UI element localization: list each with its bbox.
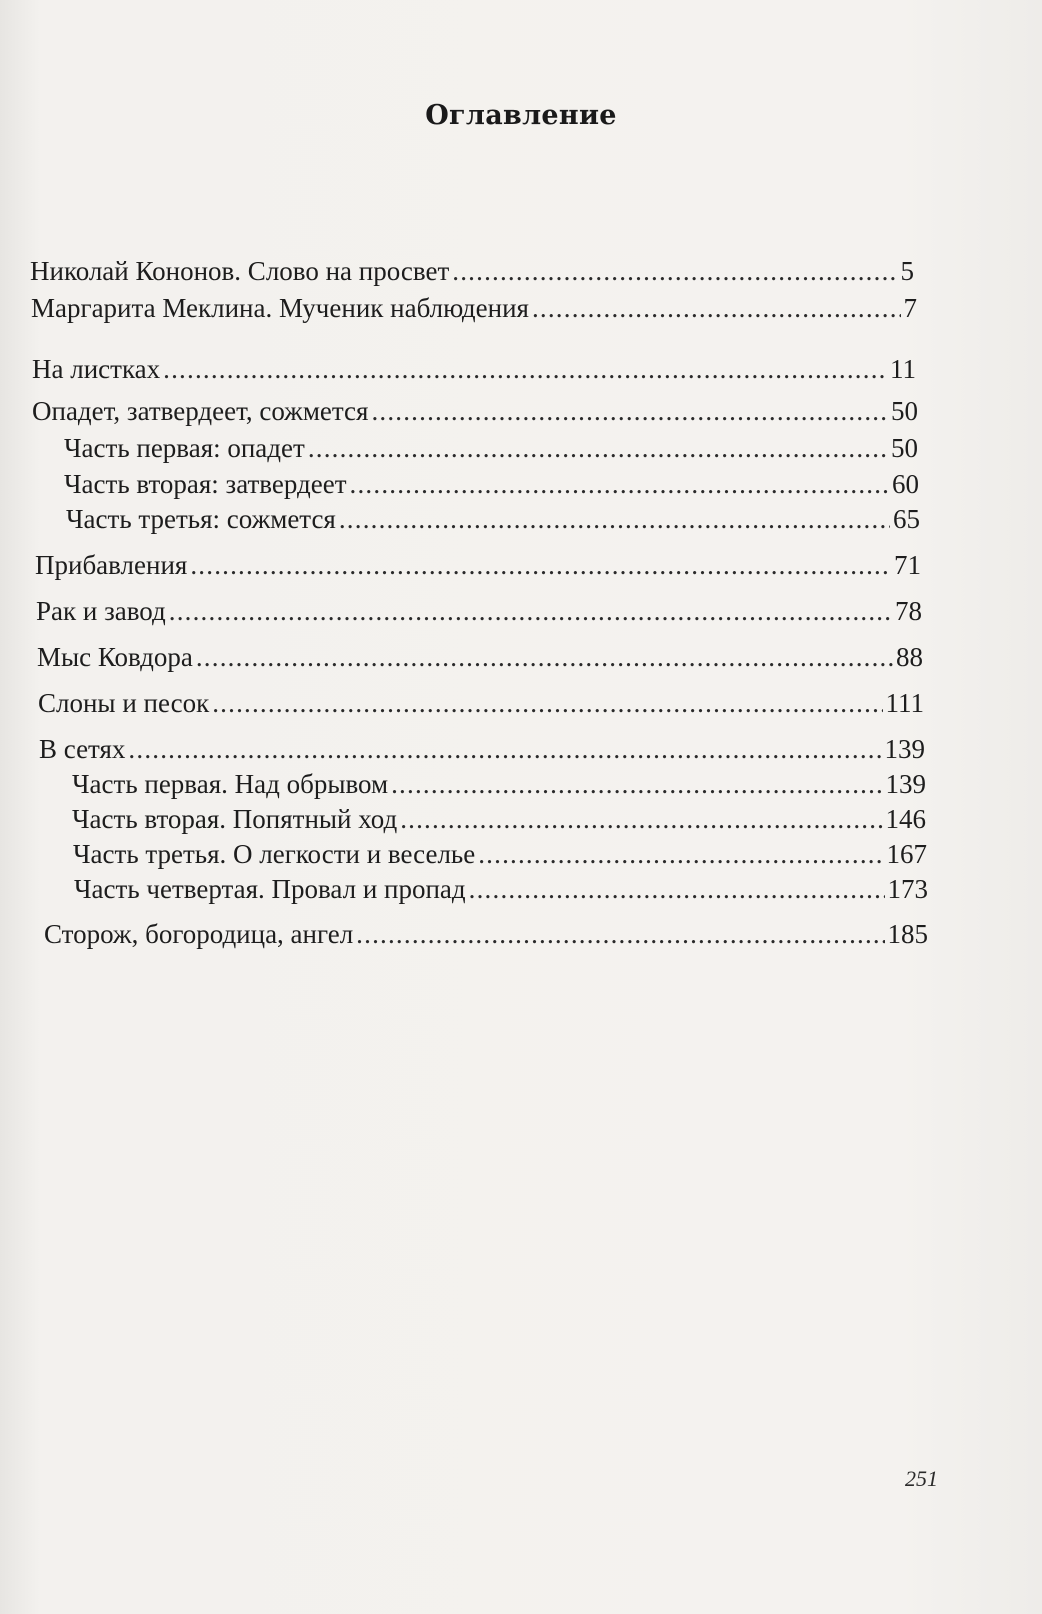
toc-entry[interactable] <box>38 687 924 719</box>
toc-leader <box>163 353 887 385</box>
toc-leader <box>469 873 885 905</box>
toc-entry-page: 11 <box>890 354 916 384</box>
toc-leader <box>391 768 882 800</box>
toc-entry[interactable] <box>72 803 926 835</box>
toc-entry[interactable] <box>30 255 914 287</box>
toc-leader <box>532 292 901 324</box>
toc-entry[interactable] <box>37 641 923 673</box>
toc-entry-label: Слоны и песок <box>38 688 210 718</box>
toc-entry-page: 78 <box>895 596 922 626</box>
toc-entry-page: 139 <box>885 769 926 799</box>
toc-entry-label: На листках <box>32 354 161 384</box>
toc-entry-label: Мыс Ковдора <box>37 642 193 672</box>
toc-entry-page: 7 <box>903 293 917 323</box>
toc-entry[interactable] <box>31 292 917 324</box>
toc-entry[interactable] <box>39 733 925 765</box>
toc-entry[interactable] <box>64 468 919 500</box>
toc-entry-label: Часть вторая: затвердеет <box>64 469 347 499</box>
toc-entry[interactable] <box>32 353 916 385</box>
toc-entry-label: Прибавления <box>35 550 188 580</box>
toc-entry-page: 60 <box>892 469 919 499</box>
toc-entry-label: Николай Кононов. Слово на просвет <box>30 256 450 286</box>
toc-leader <box>308 432 888 464</box>
toc-entry-label: В сетях <box>39 734 126 764</box>
toc-entry-page: 65 <box>893 504 920 534</box>
page-number: 251 <box>905 1466 938 1491</box>
toc-leader <box>196 641 893 673</box>
toc-entry-label: Рак и завод <box>36 596 166 626</box>
toc-leader <box>169 595 892 627</box>
toc-entry[interactable] <box>66 503 920 535</box>
toc-entry-page: 185 <box>887 919 928 949</box>
toc-entry[interactable] <box>35 549 921 581</box>
toc-leader <box>339 503 890 535</box>
toc-title: Оглавление <box>425 100 617 131</box>
toc-leader <box>356 918 884 950</box>
toc-leader <box>350 468 889 500</box>
toc-entry-page: 88 <box>896 642 923 672</box>
toc-entry-page: 173 <box>887 874 928 904</box>
toc-leader <box>128 733 881 765</box>
toc-entry-label: Маргарита Меклина. Мученик наблюдения <box>31 293 529 323</box>
toc-entry-page: 50 <box>891 396 918 426</box>
toc-entry-label: Опадет, затвердеет, сожмется <box>32 396 369 426</box>
toc-entry[interactable] <box>73 838 927 870</box>
toc-entry-label: Часть вторая. Попятный ход <box>72 804 398 834</box>
toc-entry[interactable] <box>32 395 918 427</box>
toc-entry-label: Часть четвертая. Провал и пропад <box>74 874 466 904</box>
toc-entry[interactable] <box>44 918 928 950</box>
toc-entry-page: 5 <box>900 256 914 286</box>
toc-entry[interactable] <box>74 873 928 905</box>
toc-leader <box>190 549 891 581</box>
toc-entry-page: 167 <box>886 839 927 869</box>
toc-entry[interactable] <box>72 768 926 800</box>
toc-entry-label: Сторож, богородица, ангел <box>44 919 354 949</box>
toc-entry-page: 71 <box>894 550 921 580</box>
toc-entry-label: Часть третья: сожмется <box>66 504 336 534</box>
toc-leader <box>371 395 888 427</box>
toc-entry[interactable] <box>64 432 918 464</box>
toc-entry-label: Часть третья. О легкости и веселье <box>73 839 476 869</box>
toc-leader <box>452 255 897 287</box>
toc-leader <box>400 803 882 835</box>
toc-entry-page: 111 <box>885 688 924 718</box>
toc-entry-label: Часть первая. Над обрывом <box>72 769 389 799</box>
toc-entry[interactable] <box>36 595 922 627</box>
toc-entry-label: Часть первая: опадет <box>64 433 305 463</box>
toc-leader <box>478 838 883 870</box>
toc-entry-page: 146 <box>885 804 926 834</box>
toc-leader <box>212 687 882 719</box>
toc-entry-page: 139 <box>884 734 925 764</box>
toc-entry-page: 50 <box>891 433 918 463</box>
